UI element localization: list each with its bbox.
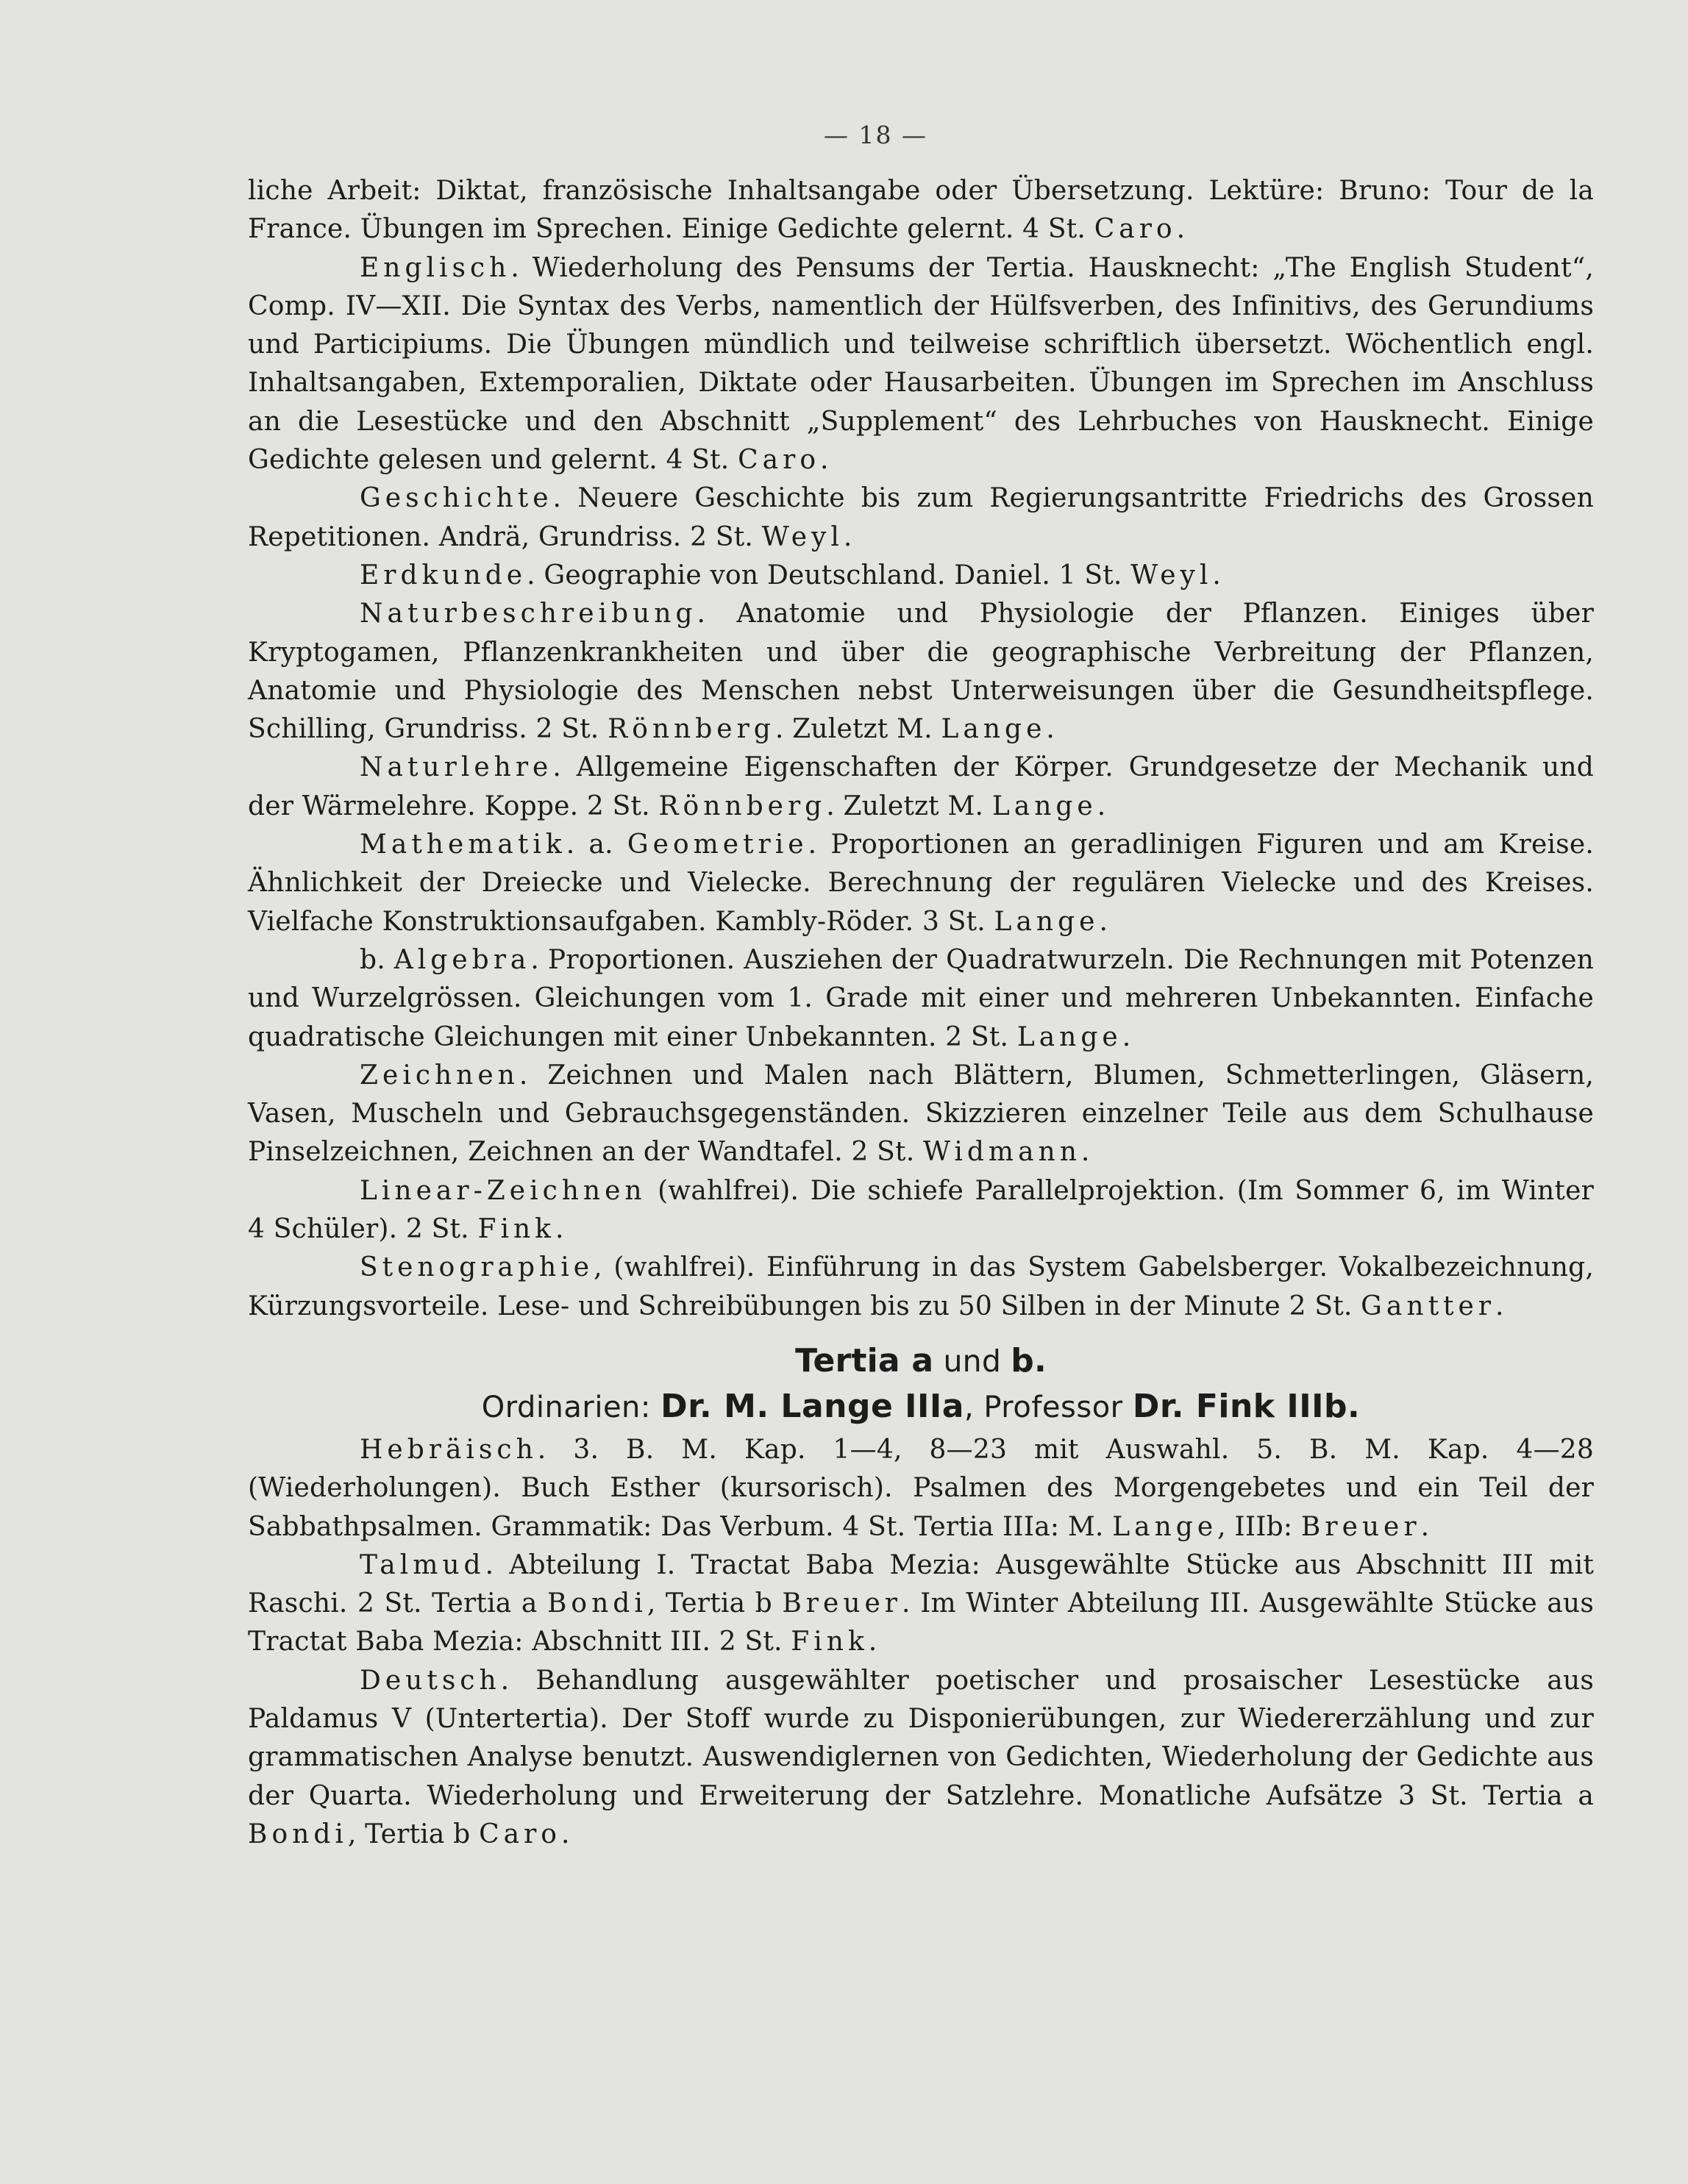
text-run: . Wiederholung des Pensums der Tertia. Hausknecht: „The English Student“, Comp. IV—XII. Die Syntax des Verbs, namentlich der Hülfsverben, des Infinitivs, des Gerundiums und Participiums. Die Übungen mündlich und teilweise schriftlich übersetzt. Wöchentlich engl. Inhaltsangaben, Extemporalien, Diktate oder Hausarbeiten. Übungen im Sprechen im Anschluss an die Lesestücke und den Abschnitt „Supplement“ des Lehrbuches von Hausknecht. Einige Gedichte gelesen und gelernt. 4 St. [248, 252, 1594, 476]
subheading-ordinarien: Ordinarien: [481, 1390, 651, 1424]
spaced-text: Talmud [360, 1549, 485, 1580]
text-run: . Allgemeine Eigenschaften der Körper. Grundgesetze der Mechanik und der Wärmelehre. Koppe. 2 St. [248, 752, 1594, 821]
paragraph [248, 595, 1594, 749]
paragraph [248, 1172, 1594, 1249]
text-run: . [1420, 1511, 1430, 1542]
paragraph [248, 1546, 1594, 1662]
spaced-text: Englisch [360, 252, 511, 283]
spaced-text: Deutsch [360, 1665, 501, 1696]
text-run: , IIIb: [1217, 1511, 1301, 1542]
text-run: . [1097, 791, 1106, 821]
heading-main: Tertia a [795, 1341, 934, 1380]
text-run: . Geographie von Deutschland. Daniel. 1 St. [527, 560, 1131, 590]
text-run: . a. [566, 829, 627, 860]
paragraph [248, 826, 1594, 941]
spaced-text: Caro [1094, 214, 1177, 245]
paragraph [248, 1662, 1594, 1854]
spaced-text: Caro [479, 1819, 561, 1849]
text-run: . [1212, 560, 1222, 590]
text-run: . [1176, 214, 1186, 245]
spaced-text: Lange [941, 714, 1047, 745]
paragraph [248, 249, 1594, 480]
spaced-text: Erdkunde [360, 560, 527, 590]
heading-b: b. [1011, 1341, 1047, 1380]
paragraph [248, 749, 1594, 826]
spaced-text: Fink [791, 1627, 869, 1657]
spaced-text: Stenographie [360, 1252, 594, 1283]
spaced-text: Naturlehre [360, 752, 553, 783]
spaced-text: Breuer [1300, 1511, 1421, 1542]
text-run: . 3. B. M. Kap. 1—4, 8—23 mit Auswahl. 5. B. M. Kap. 4—28 (Wiederholungen). Buch Esther (kursorisch). Psalmen des Morgengebetes und ein Teil der Sabbathpsalmen. Grammatik: Das Verbum. 4 St. Tertia IIIa: M. [248, 1434, 1594, 1542]
text-run: , Tertia b [347, 1819, 480, 1849]
text-run: . [1495, 1291, 1504, 1321]
text-run: . Proportionen an geradlinigen Figuren und am Kreise. Ähnlichkeit der Dreiecke und Vielecke. Berechnung der regulären Vielecke und des Kreises. Vielfache Konstruktionsaufgaben. Kambly-Röder. 3 St. [248, 829, 1594, 937]
spaced-text: Bondi [248, 1819, 348, 1849]
paragraph [248, 479, 1594, 557]
section-subheading [248, 1385, 1594, 1430]
text-run: . Im Winter Abteilung III. Ausgewählte Stücke aus Tractat Baba Mezia: Abschnitt III. 2 St. [248, 1588, 1594, 1657]
text-run: . [1099, 906, 1108, 937]
text-run: . Behandlung ausgewählter poetischer und prosaischer Lesestücke aus Paldamus V (Untertertia). Der Stoff wurde zu Disponierübungen, zur Wiedererzählung und zur grammatischen Analyse benutzt. Auswendiglernen von Gedichten, Wiederholung der Gedichte aus der Quarta. Wiederholung und Erweiterung der Satzlehre. Monatliche Aufsätze 3 St. Tertia a [248, 1665, 1594, 1811]
spaced-text: Hebräisch [360, 1434, 538, 1465]
spaced-text: Bondi [546, 1588, 647, 1619]
text-run: . [1080, 1137, 1090, 1168]
page-number: — 18 — [824, 121, 927, 149]
text-run: . Zuletzt M. [774, 714, 941, 745]
text-run: . Neuere Geschichte bis zum Regierungsantritte Friedrichs des Grossen Repetitionen. Andrä, Grundriss. 2 St. [248, 483, 1594, 552]
paragraphs-after-heading [248, 1431, 1594, 1854]
text-run: . Zeichnen und Malen nach Blättern, Blumen, Schmetterlingen, Gläsern, Vasen, Muscheln und Gebrauchsgegenständen. Skizzieren einzelner Teile aus dem Schulhause Pinselzeichnen, Zeichnen an der Wandtafel. 2 St. [248, 1060, 1594, 1168]
spaced-text: Algebra [393, 944, 531, 975]
spaced-text: Linear-Zeichnen [360, 1175, 647, 1206]
spaced-text: Rönnberg [608, 714, 775, 745]
spaced-text: Weyl [761, 521, 844, 552]
text-run: . Zuletzt M. [826, 791, 992, 821]
text-run: . Abteilung I. Tractat Baba Mezia: Ausgewählte Stücke aus Abschnitt III mit Raschi. 2 St. Tertia a [248, 1549, 1594, 1619]
subheading-teacher-2: Dr. Fink IIIb. [1132, 1387, 1361, 1425]
spaced-text: Lange [1112, 1511, 1218, 1542]
spaced-text: Weyl [1130, 560, 1213, 590]
spaced-text: Zeichnen [360, 1060, 519, 1091]
spaced-text: Rönnberg [658, 791, 827, 821]
text-run: , (wahlfrei). Einführung in das System Gabelsberger. Vokalbezeichnung, Kürzungsvorteile. Lese- und Schreibübungen bis zu 50 Silben in der Minute 2 St. [248, 1252, 1594, 1321]
text-run: . [560, 1819, 570, 1849]
paragraph [248, 172, 1594, 249]
paragraph [248, 557, 1594, 595]
text-run: b. [360, 944, 394, 975]
spaced-text: Lange [1016, 1021, 1122, 1052]
text-run: , Tertia b [647, 1588, 783, 1619]
text-run: . [843, 521, 852, 552]
spaced-text: Geschichte [360, 483, 553, 514]
heading-und: und [943, 1343, 1002, 1379]
section-heading [248, 1339, 1594, 1383]
spaced-text: Lange [994, 906, 1100, 937]
text-run: . [1046, 714, 1055, 745]
text-run: . Proportionen. Ausziehen der Quadratwurzeln. Die Rechnungen mit Potenzen und Wurzelgrössen. Gleichungen vom 1. Grade mit einer und mehreren Unbekannten. Einfache quadratische Gleichungen mit einer Unbekannten. 2 St. [248, 944, 1594, 1052]
spaced-text: Caro [738, 445, 820, 476]
paragraphs-before-heading [248, 172, 1594, 1326]
spaced-text: Breuer [782, 1588, 902, 1619]
subheading-professor: , Professor [964, 1390, 1123, 1424]
paragraph [248, 1057, 1594, 1172]
paragraph [248, 1249, 1594, 1326]
text-run: liche Arbeit: Diktat, französische Inhaltsangabe oder Übersetzung. Lektüre: Bruno: Tour de la France. Übungen im Sprechen. Einige Gedichte gelernt. 4 St. [248, 176, 1594, 245]
spaced-text: Lange [991, 791, 1097, 821]
spaced-text: Mathematik [360, 829, 566, 860]
spaced-text: Naturbeschreibung [360, 599, 697, 629]
text-run: (wahlfrei). Die schiefe Parallelprojektion. (Im Sommer 6, im Winter 4 Schüler). 2 St. [248, 1175, 1594, 1245]
spaced-text: Fink [477, 1214, 555, 1245]
paragraph [248, 1431, 1594, 1546]
text-run: . [820, 445, 829, 476]
subheading-teacher-1: Dr. M. Lange IIIa [660, 1387, 964, 1425]
paragraph [248, 941, 1594, 1057]
spaced-text: Widmann [923, 1137, 1081, 1168]
text-run: . [868, 1627, 877, 1657]
body-text [248, 172, 1594, 1854]
spaced-text: Gantter [1361, 1291, 1496, 1321]
text-run: . [1122, 1021, 1131, 1052]
text-run: . [555, 1214, 564, 1245]
text-run: . Anatomie und Physiologie der Pflanzen. Einiges über Kryptogamen, Pflanzenkrankheiten und über die geographische Verbreitung der Pflanzen, Anatomie und Physiologie des Menschen nebst Unterweisungen über die Gesundheitspflege. Schilling, Grundriss. 2 St. [248, 599, 1594, 745]
spaced-text: Geometrie [627, 829, 808, 860]
